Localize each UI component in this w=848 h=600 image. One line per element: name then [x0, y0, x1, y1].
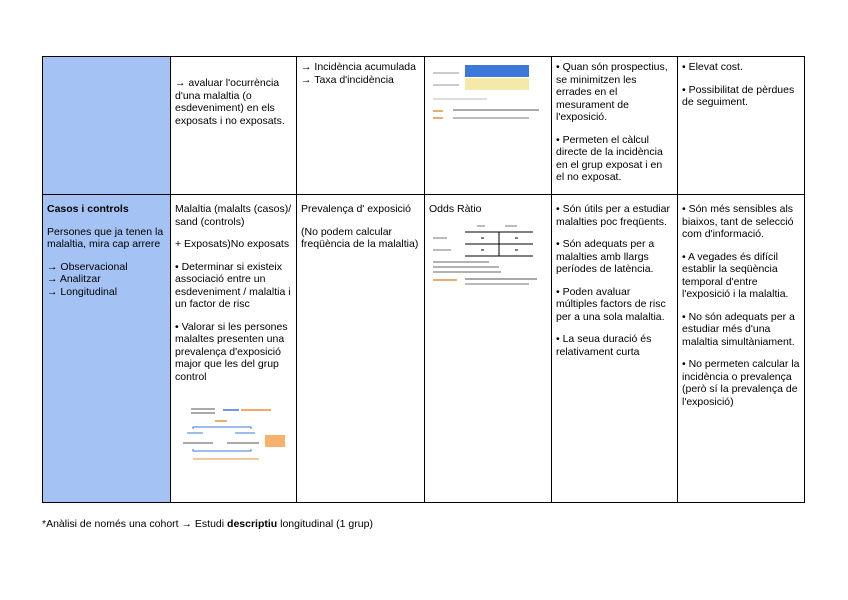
row2-design-cell — [43, 195, 171, 503]
row2-advantage-1: • Són útils per a estudiar malalties poc freqüents. — [556, 203, 670, 228]
footnote-bold: descriptiu — [227, 518, 278, 530]
row2-disadvantage-1: • Són més sensibles als biaixos, tant de selecció com d'informació. — [682, 203, 794, 240]
row2-advantages-cell — [552, 195, 678, 503]
odds-ratio-formula-image — [429, 220, 541, 292]
row2-advantage-4: • La seua duració és relativament curta — [556, 333, 652, 358]
row1-measure-line-2: → Taxa d'incidència — [301, 73, 394, 86]
row2-objective-4: • Valorar si les persones malaltes presenten una prevalença d'exposició major que les del grup control — [175, 320, 288, 383]
row2-disadvantage-3: • No són adequats per a estudiar més d'una malaltia simultàniament. — [682, 310, 795, 348]
row2-formula-title: Odds Ràtio — [429, 203, 482, 215]
row1-design-cell — [43, 57, 171, 195]
table-row-cohort — [43, 57, 805, 195]
row1-advantage-1: • Quan són prospectius, se minimitzen les errades en el mesurament de l'exposició. — [556, 61, 668, 123]
cohort-contingency-table-image — [429, 61, 541, 131]
row2-disadvantage-4: • No permeten calcular la incidència o prevalença (però sí la prevalença de l'exposició) — [682, 358, 800, 408]
row2-measure-2: (No podem calcular freqüència de la malaltia) — [301, 225, 419, 250]
row1-objective-cell — [171, 57, 297, 195]
row2-design-title: Casos i controls — [47, 203, 129, 215]
row1-advantages-cell — [552, 57, 678, 195]
row1-disadvantages-cell — [678, 57, 805, 195]
row2-disadvantages-cell — [678, 195, 805, 503]
row1-measure-cell — [297, 57, 425, 195]
row2-advantage-3: • Poden avaluar múltiples factors de risc per a una sola malaltia. — [556, 285, 666, 323]
footnote-suffix: longitudinal (1 grup) — [277, 518, 373, 530]
footnote-prefix: *Anàlisi de només una cohort → Estudi — [42, 518, 228, 530]
row1-formula-cell — [425, 57, 552, 195]
row2-design-properties: → Observacional → Analitzar → Longitudinal — [47, 260, 128, 298]
row2-objective-1: Malaltia (malalts (casos)/ sand (controls) — [175, 203, 292, 228]
footnote — [42, 518, 373, 530]
row1-disadvantage-2: • Possibilitat de pèrdues de seguiment. — [682, 83, 795, 108]
row2-measure-cell — [297, 195, 425, 503]
row2-objective-cell — [171, 195, 297, 503]
study-designs-table — [42, 56, 805, 503]
row1-measure-line-1: → Incidència acumulada — [301, 61, 416, 73]
table-row-case-control — [43, 195, 805, 503]
row2-objective-3: • Determinar si existeix associació entre un esdeveniment / malaltia i un factor de risc — [175, 260, 291, 310]
case-control-diagram-image — [175, 405, 285, 467]
row1-disadvantage-1: • Elevat cost. — [682, 61, 743, 73]
row2-advantage-2: • Són adequats per a malalties amb llargs períodes de latència. — [556, 238, 655, 275]
row1-objective-text: → avaluar l'ocurrència d'una malaltia (o esdeveniment) en els exposats i no exposats. — [175, 77, 285, 127]
row2-measure-1: Prevalença d' exposició — [301, 203, 411, 215]
row2-objective-2: + Exposats)No exposats — [175, 238, 290, 250]
row2-design-description: Persones que ja tenen la malaltia, mira cap arrere — [47, 225, 164, 250]
row2-formula-cell — [425, 195, 552, 503]
row1-advantage-2: • Permeten el càlcul directe de la incidència en el grup exposat i en el no exposat. — [556, 133, 663, 183]
row2-disadvantage-2: • A vegades és difícil establir la seqüència temporal d'entre l'exposició i la malaltia. — [682, 250, 789, 300]
